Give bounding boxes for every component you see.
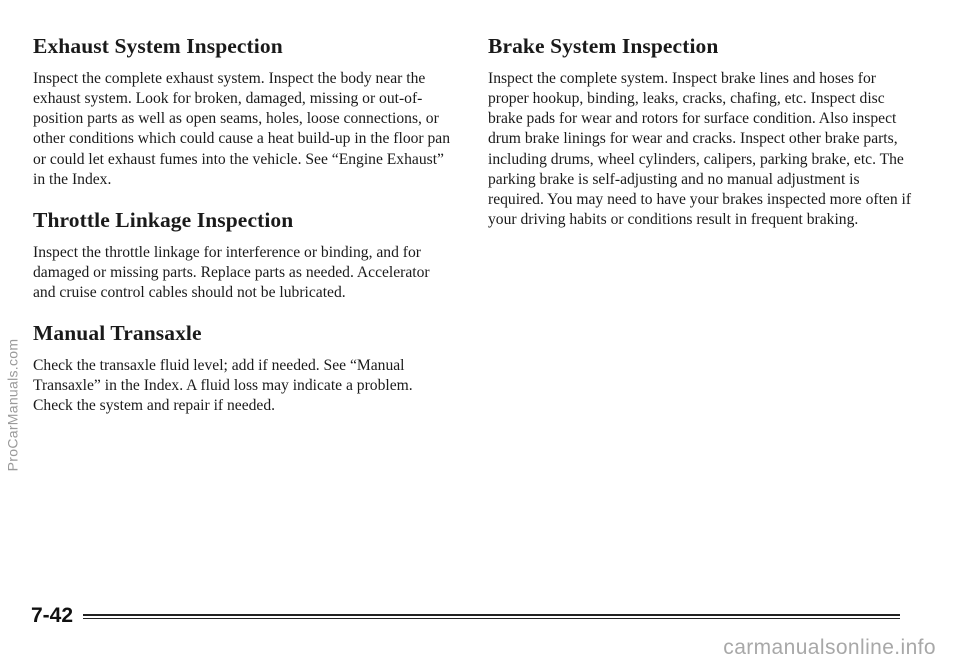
exhaust-system-section — [33, 34, 453, 190]
section-body: Inspect the throttle linkage for interference or binding, and for damaged or missing parts. Replace parts as needed. Accelerator and cruise control cables should not be lubricated. — [33, 243, 430, 302]
footer-watermark: carmanualsonline.info — [723, 636, 936, 659]
section-heading: Exhaust System Inspection — [33, 34, 283, 58]
side-watermark-text: ProCarManuals.com — [4, 338, 21, 472]
right-column — [488, 34, 913, 248]
side-watermark — [2, 240, 22, 570]
footer-rule — [83, 614, 900, 619]
left-column — [33, 34, 453, 435]
brake-system-section — [488, 34, 913, 230]
section-body: Inspect the complete exhaust system. Inspect the body near the exhaust system. Look for broken, damaged, missing or out-of-position parts as well as open seams, holes, loose connections, or other conditions which could cause a heat build-up in the floor pan or could let exhaust fumes into the vehicle. See “Engine Exhaust” in the Index. — [33, 69, 451, 188]
throttle-linkage-section — [33, 208, 453, 303]
page-number: 7-42 — [31, 604, 74, 627]
manual-transaxle-section — [33, 321, 453, 416]
section-heading: Throttle Linkage Inspection — [33, 207, 294, 232]
section-heading: Brake System Inspection — [488, 34, 719, 58]
section-body: Check the transaxle fluid level; add if needed. See “Manual Transaxle” in the Index. A fluid loss may indicate a problem. Check the system and repair if needed. — [33, 356, 413, 415]
section-body: Inspect the complete system. Inspect brake lines and hoses for proper hookup, binding, leaks, cracks, chafing, etc. Inspect disc brake pads for wear and rotors for surface condition. Also inspect drum brake linings for wear and cracks. Inspect other brake parts, including drums, wheel cylinders, calipers, parking brake, etc. The parking brake is self-adjusting and no manual adjustment is required. You may need to have your brakes inspected more often if your driving habits or conditions result in frequent braking. — [488, 69, 912, 229]
section-heading: Manual Transaxle — [33, 321, 202, 346]
